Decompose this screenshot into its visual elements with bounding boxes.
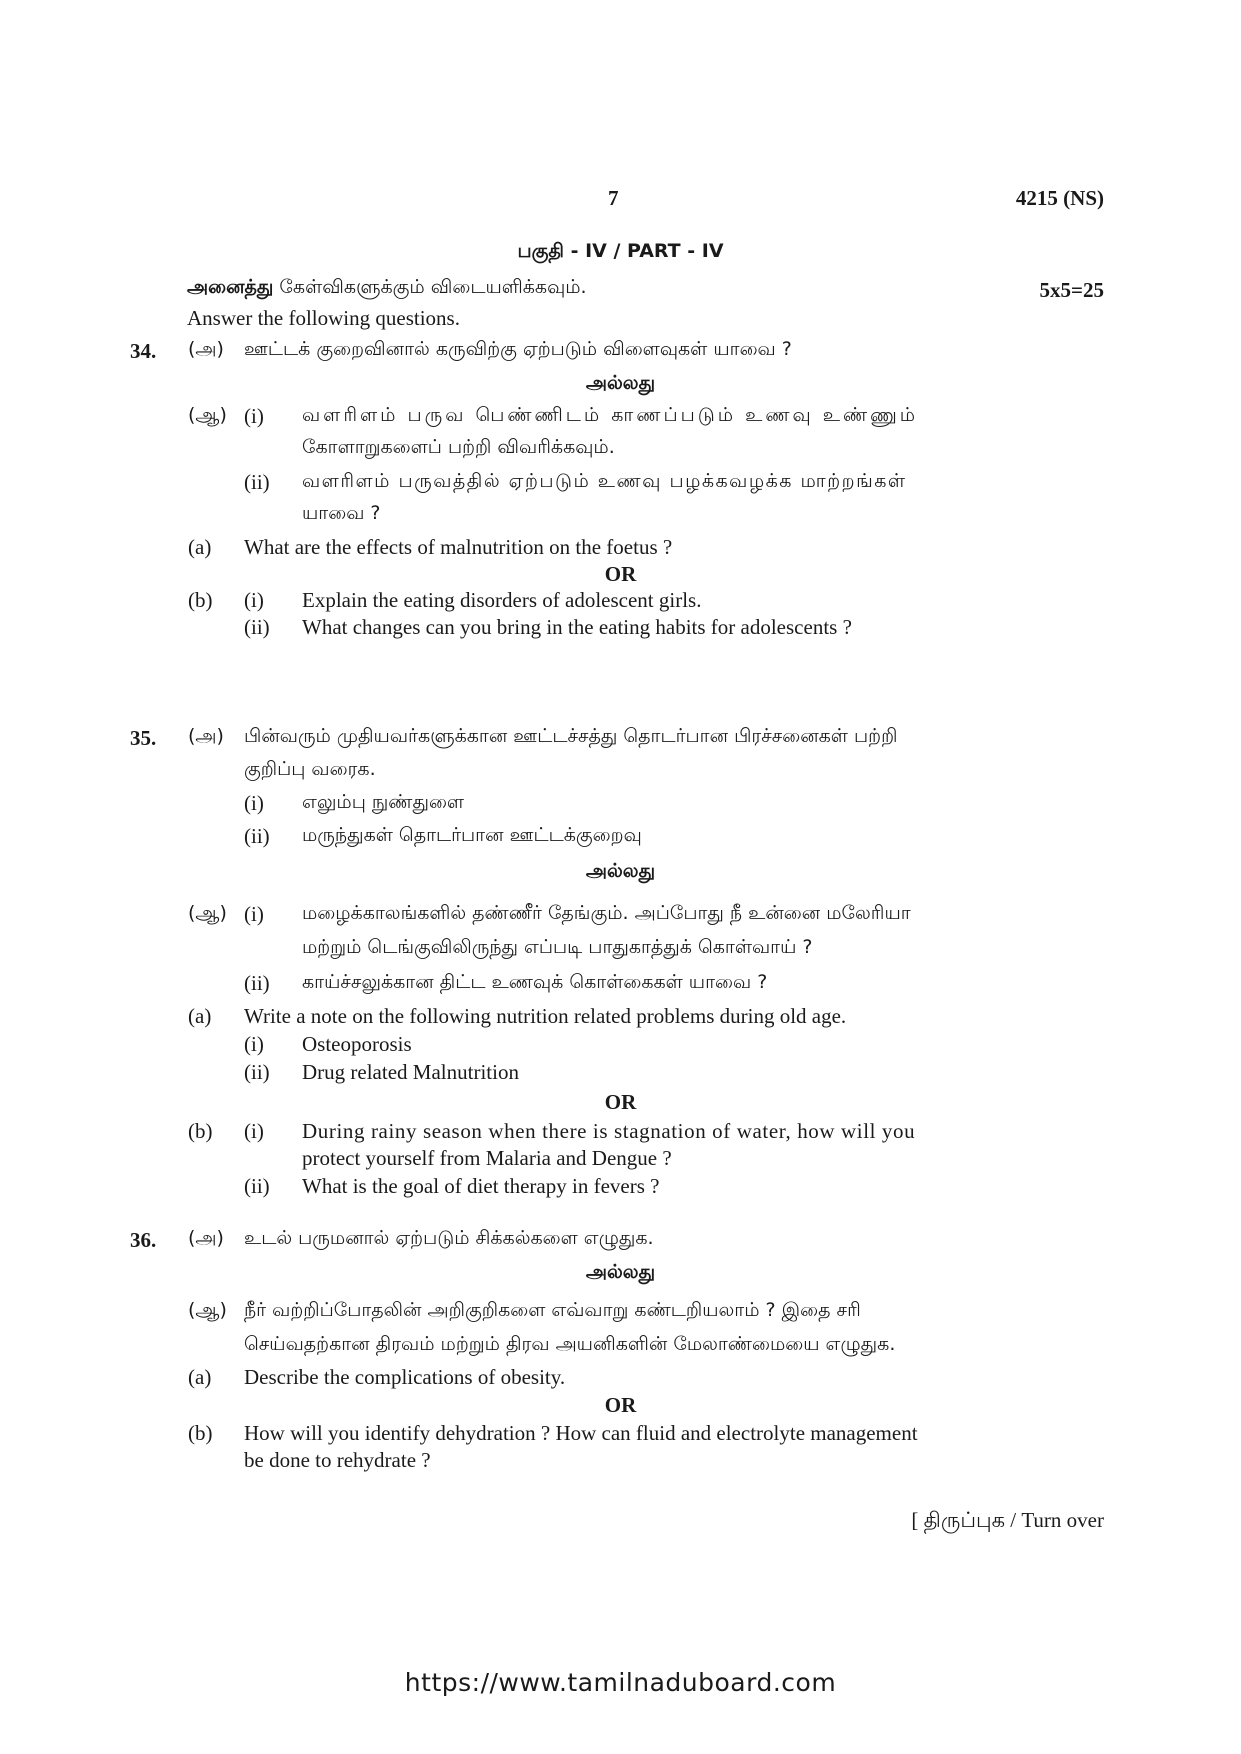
q35-a-i-en-label: (i) [244, 1032, 264, 1056]
q34-a-tamil: ஊட்டக் குறைவினால் கருவிற்கு ஏற்படும் விளைவுகள் யாவை ? [244, 338, 792, 360]
turn-over: [ திருப்புக / Turn over [911, 1508, 1104, 1532]
q35-b-i-en-label: (i) [244, 1119, 264, 1143]
q35-a-ii-tamil: மருந்துகள் தொடர்பான ஊட்டக்குறைவு [302, 824, 642, 846]
q36-or-tamil: அல்லது [585, 1261, 656, 1283]
q35-a-ii-en-label: (ii) [244, 1060, 270, 1084]
q34-b-en-label: (b) [188, 588, 213, 612]
q34-b-i-tamil-line2: கோளாறுகளைப் பற்றி விவரிக்கவும். [302, 436, 615, 458]
q34-a-ta-label: (அ) [188, 338, 224, 360]
q35-or-english: OR [604, 1090, 637, 1114]
q34-b-ii-en-label: (ii) [244, 615, 270, 639]
q34-or-tamil: அல்லது [585, 372, 656, 394]
q35-a-i-ta-label: (i) [244, 791, 264, 815]
q34-b-ii-tamil-line1: வளரிளம் பருவத்தில் ஏற்படும் உணவு பழக்கவழக்க மாற்றங்கள் [302, 470, 907, 492]
q35-a-ta-label: (அ) [188, 725, 224, 747]
q35-b-i-english-line1: During rainy season when there is stagnation of water, how will you [302, 1119, 916, 1143]
q34-b-ta-label: (ஆ) [188, 404, 227, 426]
question-number-36: 36. [130, 1228, 157, 1252]
instruction-english: Answer the following questions. [187, 306, 460, 330]
q34-b-ii-english: What changes can you bring in the eating habits for adolescents ? [302, 615, 852, 639]
part-title: பகுதி - IV / PART - IV [517, 240, 724, 262]
q34-b-i-ta-label: (i) [244, 404, 264, 428]
q35-a-ii-english: Drug related Malnutrition [302, 1060, 519, 1084]
q35-b-i-english-line2: protect yourself from Malaria and Dengue ? [302, 1146, 672, 1170]
q34-or-english: OR [604, 562, 637, 586]
q36-b-tamil-line1: நீர் வற்றிப்போதலின் அறிகுறிகளை எவ்வாறு கண்டறியலாம் ? இதை சரி [244, 1299, 861, 1321]
q35-b-ii-ta-label: (ii) [244, 971, 270, 995]
page-number: 7 [608, 186, 619, 210]
question-number-34: 34. [130, 339, 157, 363]
q34-b-i-english: Explain the eating disorders of adolescent girls. [302, 588, 702, 612]
q35-a-tamil-line2: குறிப்பு வரைக. [244, 758, 376, 780]
q34-b-i-en-label: (i) [244, 588, 264, 612]
marks: 5x5=25 [1039, 278, 1104, 302]
q35-b-i-ta-label: (i) [244, 902, 264, 926]
instruction-tamil [187, 276, 587, 301]
instruction-tamil-rest: கேள்விகளுக்கும் விடையளிக்கவும். [279, 276, 587, 298]
q35-a-i-tamil: எலும்பு நுண்துளை [302, 791, 465, 813]
q36-b-tamil-line2: செய்வதற்கான திரவம் மற்றும் திரவ அயனிகளின் மேலாண்மையை எழுதுக. [244, 1333, 896, 1355]
q35-b-i-tamil-line1: மழைக்காலங்களில் தண்ணீர் தேங்கும். அப்போது நீ உன்னை மலேரியா [302, 902, 911, 924]
paper-code: 4215 (NS) [1015, 186, 1104, 210]
q36-b-en-label: (b) [188, 1421, 213, 1445]
q34-b-ii-ta-label: (ii) [244, 470, 270, 494]
q36-a-english: Describe the complications of obesity. [244, 1365, 566, 1389]
question-number-35: 35. [130, 726, 157, 750]
q36-a-ta-label: (அ) [188, 1227, 224, 1249]
q35-a-english: Write a note on the following nutrition related problems during old age. [244, 1004, 847, 1028]
q35-b-ta-label: (ஆ) [188, 902, 227, 924]
instruction-tamil-bold: அனைத்து [187, 276, 274, 298]
website-url[interactable]: https://www.tamilnaduboard.com [404, 1668, 837, 1697]
q35-b-ii-en-label: (ii) [244, 1174, 270, 1198]
q36-or-english: OR [604, 1393, 637, 1417]
q34-b-i-tamil-line1: வளரிளம் பருவ பெண்ணிடம் காணப்படும் உணவு உண்ணும் [302, 404, 919, 426]
q35-b-en-label: (b) [188, 1119, 213, 1143]
q36-b-english-line2: be done to rehydrate ? [244, 1448, 431, 1472]
q35-b-i-tamil-line2: மற்றும் டெங்குவிலிருந்து எப்படி பாதுகாத்துக் கொள்வாய் ? [302, 936, 813, 958]
q36-b-ta-label: (ஆ) [188, 1299, 227, 1321]
q34-a-english: What are the effects of malnutrition on the foetus ? [244, 535, 673, 559]
q34-a-en-label: (a) [188, 535, 212, 559]
q36-b-english-line1: How will you identify dehydration ? How can fluid and electrolyte management [244, 1421, 918, 1445]
q35-b-ii-english: What is the goal of diet therapy in fevers ? [302, 1174, 660, 1198]
q34-b-ii-tamil-line2: யாவை ? [302, 502, 381, 524]
q36-a-tamil: உடல் பருமனால் ஏற்படும் சிக்கல்களை எழுதுக. [244, 1227, 654, 1249]
q35-a-en-label: (a) [188, 1004, 212, 1028]
q35-or-tamil: அல்லது [585, 860, 656, 882]
q36-a-en-label: (a) [188, 1365, 212, 1389]
q35-a-ii-ta-label: (ii) [244, 824, 270, 848]
q35-b-ii-tamil: காய்ச்சலுக்கான திட்ட உணவுக் கொள்கைகள் யாவை ? [302, 971, 768, 993]
q35-a-i-english: Osteoporosis [302, 1032, 412, 1056]
q35-a-tamil-line1: பின்வரும் முதியவர்களுக்கான ஊட்டச்சத்து தொடர்பான பிரச்சனைகள் பற்றி [244, 725, 898, 747]
